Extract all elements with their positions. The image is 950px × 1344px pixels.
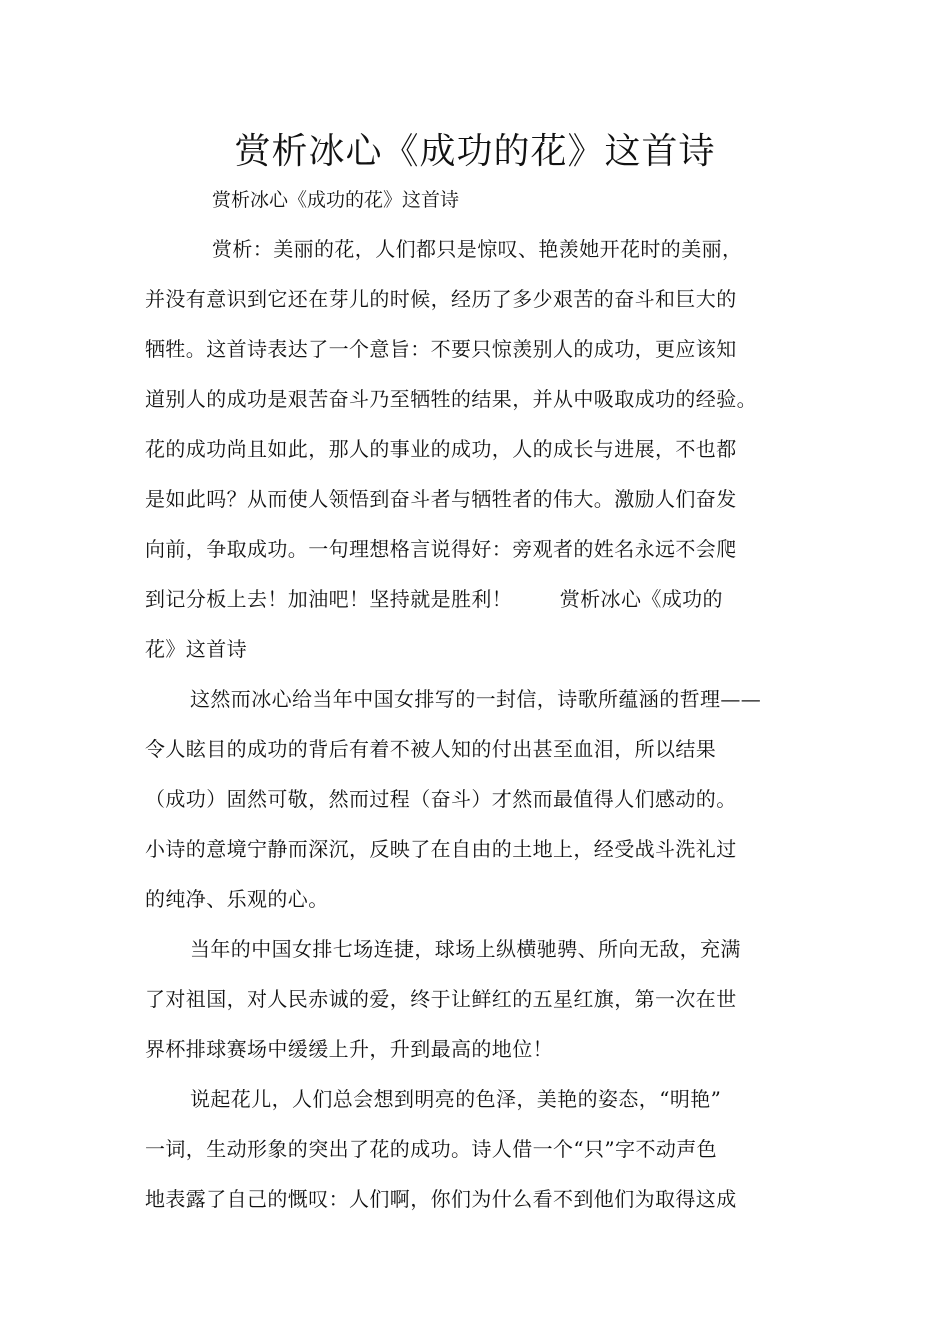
body-line-6: 是如此吗？从而使人领悟到奋斗者与牺牲者的伟大。激励人们奋发 (145, 487, 737, 511)
body-line-1: 赏析：美丽的花，人们都只是惊叹、艳羡她开花时的美丽， (212, 237, 743, 261)
body-line-20: 地表露了自己的慨叹：人们啊，你们为什么看不到他们为取得这成 (145, 1187, 737, 1211)
body-line-19: 一词，生动形象的突出了花的成功。诗人借一个“只”字不动声色 (145, 1137, 718, 1161)
body-line-15: 当年的中国女排七场连捷，球场上纵横驰骋、所向无敌，充满 (190, 937, 741, 961)
body-line-11: 令人眩目的成功的背后有着不被人知的付出甚至血泪，所以结果 (145, 737, 717, 761)
body-line-9: 花》这首诗 (145, 637, 247, 661)
body-line-5: 花的成功尚且如此，那人的事业的成功，人的成长与进展，不也都 (145, 437, 737, 461)
body-line-4: 道别人的成功是艰苦奋斗乃至牺牲的结果，并从中吸取成功的经验。 (145, 387, 757, 411)
body-line-14: 的纯净、乐观的心。 (145, 887, 329, 911)
body-line-3: 牺牲。这首诗表达了一个意旨：不要只惊羡别人的成功，更应该知 (145, 337, 737, 361)
body-line-18: 说起花儿，人们总会想到明亮的色泽，美艳的姿态，“明艳” (190, 1087, 722, 1111)
body-line-10: 这然而冰心给当年中国女排写的一封信，诗歌所蕴涵的哲理—— (190, 687, 762, 711)
body-line-17: 界杯排球赛场中缓缓上升，升到最高的地位！ (145, 1037, 553, 1061)
body-line-12: （成功）固然可敬，然而过程（奋斗）才然而最值得人们感动的。 (145, 787, 737, 811)
body-line-7: 向前，争取成功。一句理想格言说得好：旁观者的姓名永远不会爬 (145, 537, 737, 561)
body-line-16: 了对祖国，对人民赤诚的爱，终于让鲜红的五星红旗，第一次在世 (145, 987, 737, 1011)
body-line-2: 并没有意识到它还在芽儿的时候，经历了多少艰苦的奋斗和巨大的 (145, 287, 737, 311)
document-title: 赏析冰心《成功的花》这首诗 (234, 131, 716, 172)
body-line-8: 到记分板上去！加油吧！坚持就是胜利！ 赏析冰心《成功的 (145, 587, 723, 611)
body-line-13: 小诗的意境宁静而深沉，反映了在自由的土地上，经受战斗洗礼过 (145, 837, 737, 861)
document-subtitle: 赏析冰心《成功的花》这首诗 (212, 189, 460, 211)
